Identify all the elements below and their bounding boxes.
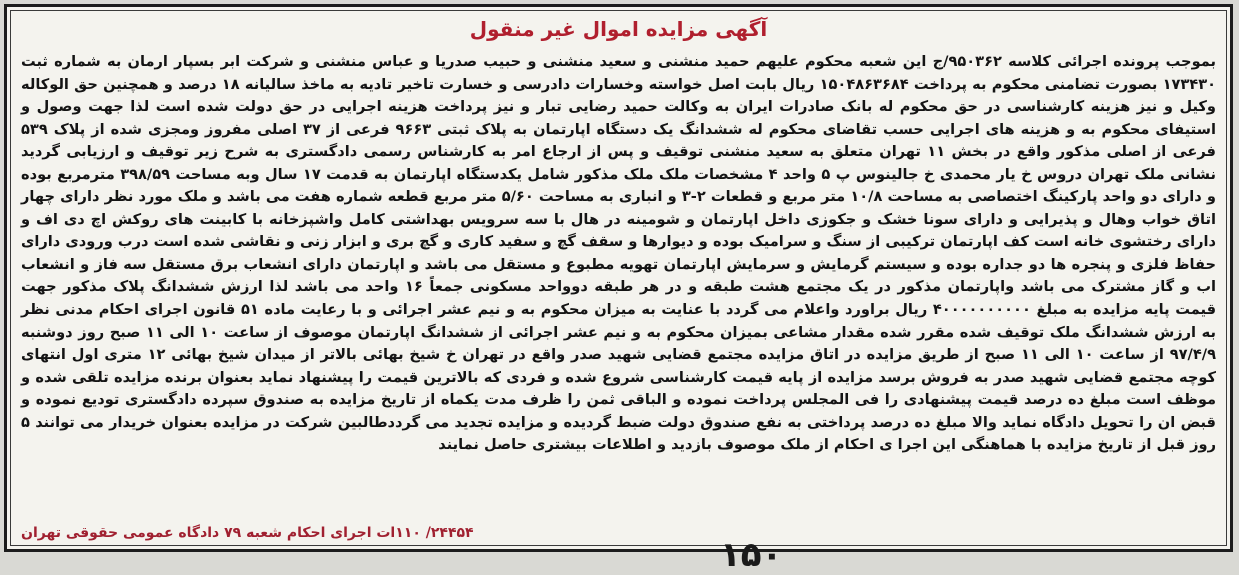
issuer-line: ۲۴۴۵۴/ ۱۱۰ات اجرای احکام شعبه ۷۹ دادگاه عمومی حقوقی تهران: [21, 525, 474, 541]
notice-title: آگهی مزایده اموال غیر منقول: [469, 17, 768, 41]
notice-body: بموجب پرونده اجرائی کلاسه ۹۵۰۳۶۲/ج این شعبه محکوم علیهم حمید منشنی و سعید منشنی و حبیب صدریا و عباس منشنی و شرکت ابر بسپار ارمان به شماره ثبت ۱۷۳۴۳۰ بصورت تضامنی محکوم به پرداخت ۱۵۰۴۸۶۳۶۸۴ ریال بابت اصل خواسته وخسارات دادرسی و خسارت تاخیر تادیه به ماخذ سالیانه ۱۸ درصد و همچنین حق الوکاله وکیل و نیز هزینه کارشناسی در حق محکوم له بانک صادرات ایران به وکالت حمید رضایی تبار و نیز پرداخت هزینه اجرایی در حق دولت شده است لذا جهت وصول و استیفای محکوم به و هزینه های اجرایی حسب تقاضای محکوم له ششدانگ یک دستگاه اپارتمان به پلاک ثبتی ۹۶۶۳ فرعی از ۳۷ اصلی مفروز ومجزی شده از پلاک ۵۳۹ فرعی از اصلی مذکور واقع در بخش ۱۱ تهران متعلق به سعید منشنی توقیف و پس از ارجاع امر به کارشناس رسمی دادگستری به شرح زیر توقیف و ارزیابی گردید نشانی ملک تهران دروس خ یار محمدی خ جالینوس پ ۵ واحد ۴ مشخصات ملک ملک مذکور شامل یکدستگاه اپارتمان به قدمت ۱۷ سال وبه مساحت ۳۹۸/۵۹ مترمربع بوده و دارای دو واحد پارکینگ اختصاصی به مساحت ۱۰/۸ متر مربع و قطعات ۲-۳ و انباری به مساحت ۵/۶۰ متر مربع قطعه شماره هفت می باشد و ملک مورد نظر دارای چهار اتاق خواب وهال و پذیرایی و دارای سونا خشک و جکوزی داخل اپارتمان و شومینه در هال با سه سرویس بهداشتی کامل واشپزخانه با کابینت های روکش اچ دی اف و دارای رختشوی خانه است کف اپارتمان ترکیبی از سنگ و سرامیک بوده و دیوارها و سقف گچ و سفید کاری و گچ بری و ابزار زنی و نقاشی شده است درب ورودی دارای حفاظ فلزی و پنجره ها دو جداره بوده و سیستم گرمایش و سرمایش اپارتمان تهویه مطبوع و مستقل می باشد و اپارتمان دارای انشعاب برق مستقل سه فاز و انشعاب اب و گاز مشترک می باشد واپارتمان مذکور در یک مجتمع هشت طبقه و در هر طبقه دوواحد مسکونی جمعاً ۱۶ واحد می باشد لذا ارزش ششدانگ پلاک مذکور جهت قیمت پایه مزایده به مبلغ ۴۰۰۰۰۰۰۰۰۰۰ ریال براورد واعلام می گردد با عنایت به میزان محکوم به و نیم عشر اجرائی و با رعایت ماده ۵۱ قانون اجرای احکام مدنی نظر به ارزش ششدانگ ملک توقیف شده مقرر شده مقدار مشاعی بمیزان محکوم به و نیم عشر اجرائی از ششدانگ اپارتمان موصوف از ساعت ۱۰ الی ۱۱ صبح روز دوشنبه ۹۷/۴/۹ از ساعت ۱۰ الی ۱۱ صبح از طریق مزایده در اتاق مزایده مجتمع قضایی شهید صدر واقع در تهران خ شیخ بهائی بالاتر از میدان شیخ بهائی ۱۲ متری اول انتهای کوچه مجتمع قضایی شهید صدر به فروش برسد مزایده از پایه قیمت کارشناسی شروع شده و فردی که بالاترین قیمت را پیشنهاد نماید بعنوان برنده مزایده تلقی شده و موظف است مبلغ ده درصد قیمت پیشنهادی را فی المجلس پرداخت نموده و الباقی ثمن را ظرف مدت یکماه از تاریخ مزایده به صندوق سپرده دادگستری تودیع نموده و قبض ان را تحویل دادگاه نماید والا مبلغ ده درصد پرداختی به نفع صندوق دولت ضبط گردیده و مزایده تجدید می گرددطالبین شرکت در مزایده بعنوان خریدار می توانند ۵ روز قبل از تاریخ مزایده با هماهنگی این اجرا ی احکام از ملک موصوف بازدید و اطلاعات بیشتری حاصل نمایند: [21, 53, 1217, 454]
clipped-number-text: ۱۵۰: [720, 535, 783, 575]
notice-footer: [21, 525, 1216, 545]
notice-sheet: [4, 4, 1233, 552]
